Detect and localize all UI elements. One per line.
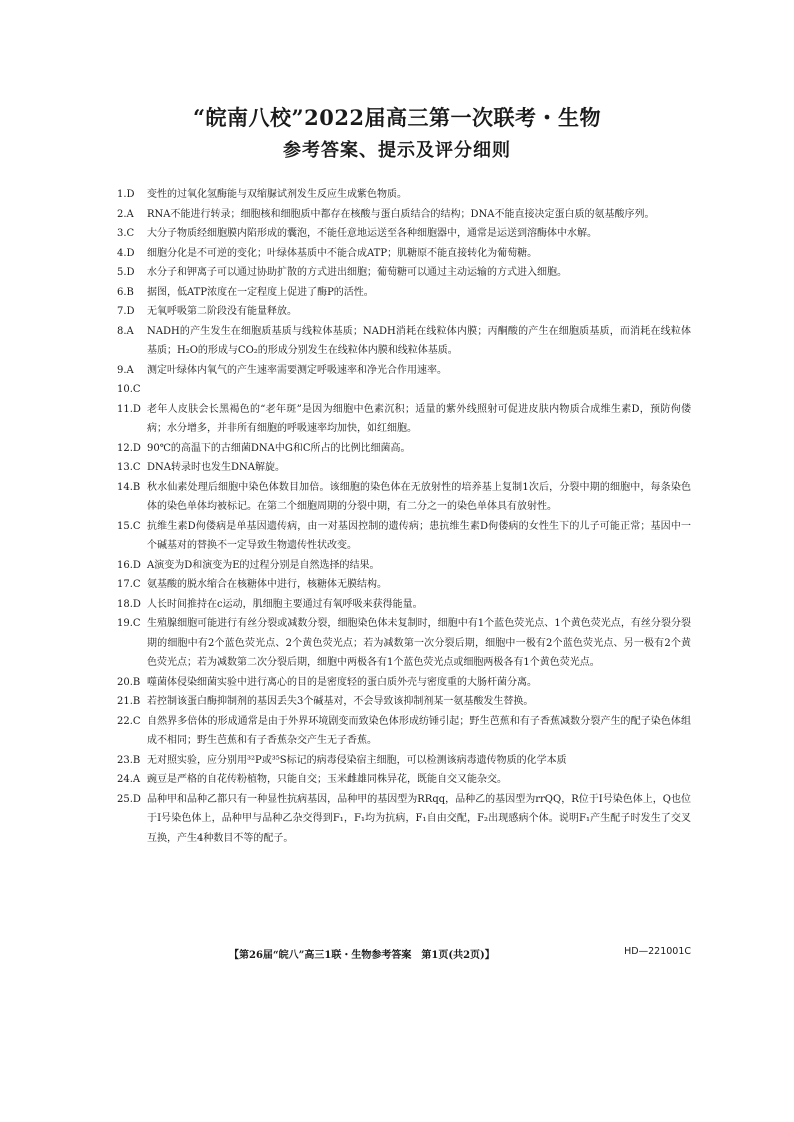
- answer-item: [117, 185, 691, 205]
- answer-number: 24.A: [117, 774, 141, 785]
- answer-number: 20.B: [117, 676, 141, 688]
- answer-item: [117, 517, 691, 556]
- answer-explanation: 无对照实验，应分别用³²P或³⁵S标记的病毒侵染宿主细胞，可以检测该病毒遗传物质的化学本质: [147, 754, 567, 766]
- answer-number: 25.D: [117, 793, 141, 805]
- answer-number: 13.C: [117, 462, 141, 473]
- answer-explanation: RNA不能进行转录；细胞核和细胞质中都存在核酸与蛋白质结合的结构；DNA不能直接决定蛋白质的氨基酸序列。: [147, 208, 655, 220]
- answer-explanation: 氨基酸的脱水缩合在核糖体中进行，核糖体无膜结构。: [147, 579, 387, 590]
- answer-explanation: 据图，低ATP浓度在一定程度上促进了酶P的活性。: [147, 286, 374, 298]
- answer-explanation: 秋水仙素处理后细胞中染色体数目加倍。该细胞的染色体在无放射性的培养基上复制1次后，分裂中期的细胞中，每条染色体的染色单体均被标记。在第二个细胞周期的分裂中期，有二分之一的染色单体具有放射性。: [147, 481, 691, 512]
- answer-explanation: [147, 380, 691, 400]
- answer-explanation: 抗维生素D佝偻病是单基因遗传病，由一对基因控制的遗传病；患抗维生素D佝偻病的女性生下的儿子可能正常；基因中一个碱基对的替换不一定导致生物遗传性状改变。: [147, 520, 691, 551]
- answer-explanation: 生殖腺细胞可能进行有丝分裂或减数分裂，细胞染色体未复制时，细胞中有1个蓝色荧光点、1个黄色荧光点，有丝分裂分裂期的细胞中有2个蓝色荧光点、2个黄色荧光点；若为减数第一次分裂后期，细胞中一极有2个蓝色荧光点、另一极有2个黄色荧光点；若为减数第二次分裂后期，细胞中两极各有1个蓝色荧光点或细胞两极各有1个黄色荧光点。: [147, 618, 691, 668]
- answer-explanation: 自然界多倍体的形成通常是由于外界环境剧变而致染色体形成纺锤引起；野生芭蕉和有子香蕉减数分裂产生的配子染色体组成不相同；野生芭蕉和有子香蕉杂交产生无子香蕉。: [147, 715, 691, 746]
- answer-item: [117, 556, 691, 576]
- answer-item: [117, 614, 691, 673]
- answer-number: 7.D: [117, 306, 135, 317]
- answer-item: [117, 361, 691, 381]
- answer-number: 16.D: [117, 559, 141, 571]
- answer-number: 9.A: [117, 364, 134, 376]
- answer-number: 8.A: [117, 325, 134, 337]
- answer-item: [117, 439, 691, 459]
- answer-explanation: 人长时间推持在c运动，肌细胞主要通过有氧呼吸来获得能量。: [147, 598, 423, 610]
- answer-explanation: 变性的过氧化氢酶能与双缩脲试剂发生反应生成紫色物质。: [147, 189, 407, 200]
- answer-item: [117, 790, 691, 849]
- answer-item: [117, 712, 691, 751]
- answer-item: [117, 263, 691, 283]
- answer-explanation: 豌豆是严格的自花传粉植物，只能自交；玉米雌雄同株异花，既能自交又能杂交。: [147, 774, 507, 785]
- answer-item: [117, 322, 691, 361]
- page-footer: [117, 946, 691, 962]
- answer-number: 18.D: [117, 598, 141, 610]
- answer-explanation: 测定叶绿体内氧气的产生速率需要测定呼吸速率和净光合作用速率。: [147, 364, 447, 376]
- answer-number: 1.D: [117, 189, 135, 200]
- answer-item: [117, 458, 691, 478]
- answer-item: [117, 224, 691, 244]
- answer-item: [117, 302, 691, 322]
- answer-item: [117, 478, 691, 517]
- answer-number: 15.C: [117, 520, 141, 532]
- answer-number: 19.C: [117, 618, 141, 629]
- answer-explanation: 老年人皮肤会长黑褐色的“老年斑”是因为细胞中色素沉积；适量的紫外线照射可促进皮肤内物质合成维生素D，预防佝偻病；水分增多，并非所有细胞的呼吸速率均加快，如红细胞。: [147, 403, 691, 434]
- answer-explanation: NADH的产生发生在细胞质基质与线粒体基质；NADH消耗在线粒体内膜；丙酮酸的产生在细胞质基质，而消耗在线粒体基质；H₂O的形成与CO₂的形成分别发生在线粒体内膜和线粒体基质。: [147, 325, 691, 356]
- answer-explanation: 细胞分化是不可逆的变化；叶绿体基质中不能合成ATP；肌糖原不能直接转化为葡萄糖。: [147, 247, 538, 259]
- answer-number: 17.C: [117, 579, 141, 590]
- footer-doc-code: HD—221001C: [624, 946, 691, 957]
- answer-item: [117, 380, 691, 400]
- answer-number: 4.D: [117, 247, 135, 259]
- answer-item: [117, 595, 691, 615]
- answer-number: 12.D: [117, 442, 141, 454]
- answer-number: 5.D: [117, 267, 135, 278]
- answer-explanation: 无氧呼吸第二阶段没有能量释放。: [147, 306, 297, 317]
- answer-explanation: 水分子和钾离子可以通过协助扩散的方式进出细胞；葡萄糖可以通过主动运输的方式进入细胞。: [147, 267, 567, 278]
- answer-item: [117, 770, 691, 790]
- page-subtitle: 参考答案、提示及评分细则: [283, 140, 511, 161]
- answer-number: 22.C: [117, 715, 141, 727]
- answer-explanation: DNA转录时也发生DNA解旋。: [147, 462, 285, 473]
- answer-item: [117, 283, 691, 303]
- answer-number: 14.B: [117, 481, 141, 493]
- answer-explanation: 90℃的高温下的古细菌DNA中G和C所占的比例比细菌高。: [147, 442, 411, 454]
- answer-explanation: A演变为D和演变为E的过程分别是自然选择的结果。: [147, 559, 380, 571]
- answer-explanation: 噬菌体侵染细菌实验中进行离心的目的是密度轻的蛋白质外壳与密度重的大肠杆菌分离。: [147, 676, 537, 688]
- answer-number: 6.B: [117, 286, 134, 298]
- answer-number: 10.C: [117, 384, 141, 395]
- answer-item: [117, 205, 691, 225]
- answer-number: 11.D: [117, 403, 141, 415]
- answer-item: [117, 673, 691, 693]
- answer-item: [117, 575, 691, 595]
- answer-explanation: 品种甲和品种乙都只有一种显性抗病基因，品种甲的基因型为RRqq，品种乙的基因型为rrQQ，R位于Ⅰ号染色体上，Q也位于Ⅰ号染色体上，品种甲与品种乙杂交得到F₁，F₁均为抗病，F₁自由交配，F₂出现感病个体。说明F₁产生配子时发生了交叉互换，产生4种数目不等的配子。: [147, 793, 691, 844]
- answer-item: [117, 244, 691, 264]
- answer-number: 2.A: [117, 208, 134, 220]
- answer-number: 3.C: [117, 228, 135, 239]
- page-title: “皖南八校”2022届高三第一次联考・生物: [192, 105, 602, 130]
- answer-explanation: 大分子物质经细胞膜内陷形成的囊泡，不能任意地运送至各种细胞器中，通常是运送到溶酶体中水解。: [147, 228, 597, 239]
- answer-explanation: 若控制该蛋白酶抑制剂的基因丢失3个碱基对，不会导致该抑制剂某一氨基酸发生替换。: [147, 696, 534, 707]
- answer-list: [117, 185, 691, 848]
- answer-item: [117, 692, 691, 712]
- answer-number: 21.B: [117, 696, 141, 707]
- answer-item: [117, 400, 691, 439]
- answer-item: [117, 751, 691, 771]
- footer-page-info: 【第26届“皖八”高三1联・生物参考答案 第1页(共2页)】: [229, 950, 495, 961]
- answer-number: 23.B: [117, 754, 141, 766]
